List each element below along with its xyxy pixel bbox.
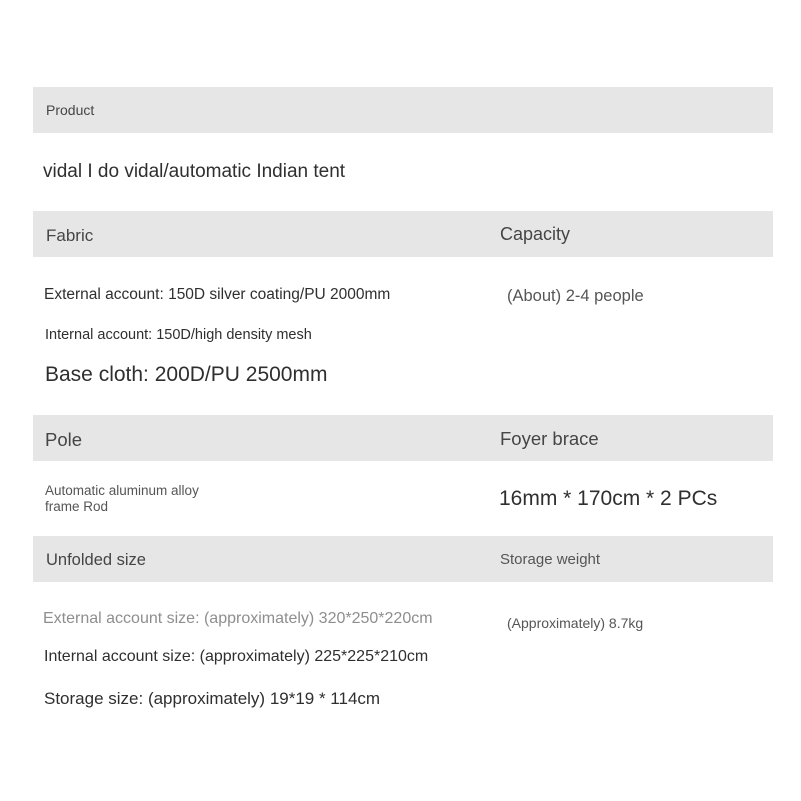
storage-weight-label: Storage weight <box>500 551 601 568</box>
fabric-internal-value: Internal account: 150D/high density mesh <box>45 327 312 343</box>
foyer-brace-value: 16mm * 170cm * 2 PCs <box>499 487 718 510</box>
pole-value-line2: frame Rod <box>45 499 109 514</box>
product-header-band <box>33 87 773 133</box>
foyer-brace-label: Foyer brace <box>500 428 599 449</box>
pole-value-line1: Automatic aluminum alloy <box>45 483 199 498</box>
capacity-label: Capacity <box>500 224 571 244</box>
product-value: vidal I do vidal/automatic Indian tent <box>43 161 346 182</box>
fabric-capacity-header-band <box>33 211 773 257</box>
product-label: Product <box>46 102 95 118</box>
unfolded-size-label: Unfolded size <box>46 551 146 569</box>
external-size-value: External account size: (approximately) 320*250*220cm <box>43 610 433 627</box>
storage-size-value: Storage size: (approximately) 19*19 * 114cm <box>44 689 381 708</box>
pole-foyer-header-band <box>33 415 773 461</box>
pole-label: Pole <box>45 429 83 450</box>
fabric-label: Fabric <box>46 226 94 245</box>
internal-size-value: Internal account size: (approximately) 225*225*210cm <box>44 648 429 665</box>
capacity-value: (About) 2-4 people <box>507 287 644 305</box>
storage-weight-value: (Approximately) 8.7kg <box>507 615 644 631</box>
fabric-base-value: Base cloth: 200D/PU 2500mm <box>45 363 328 386</box>
fabric-external-value: External account: 150D silver coating/PU 2000mm <box>44 286 391 303</box>
